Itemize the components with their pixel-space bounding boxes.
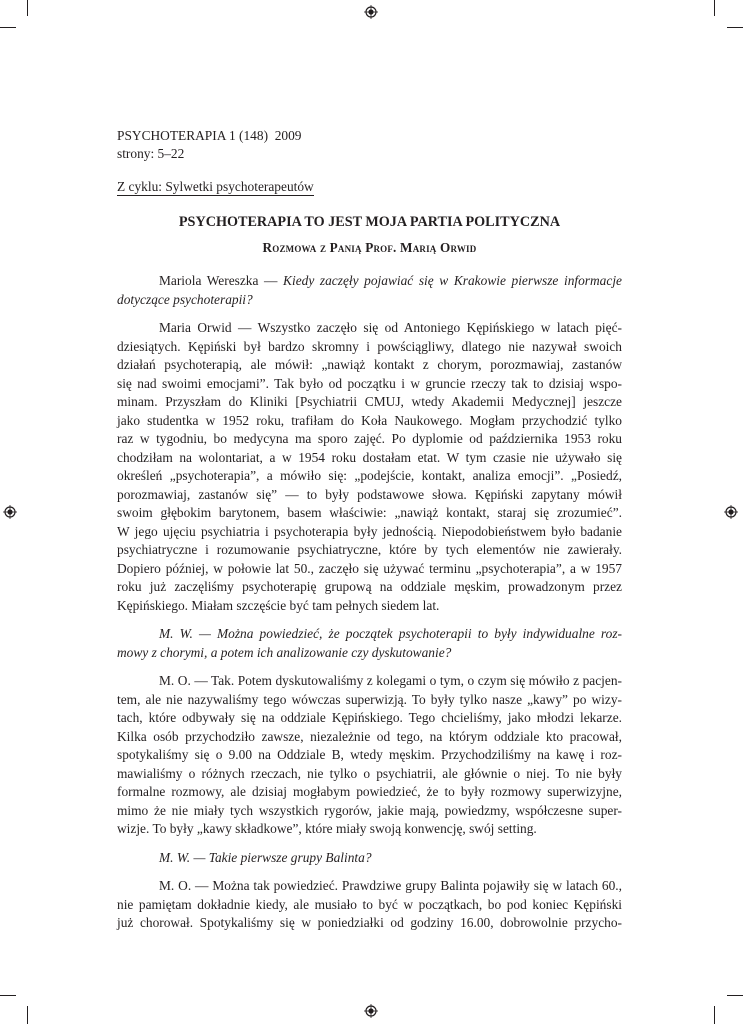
crop-mark [714,1006,715,1024]
speaker-label: Mariola Wereszka — [159,273,284,288]
text-line: się nad swoimi emocjami”. Tak było od początku i w gruncie rzeczy tak to dzisiaj wspo- [117,375,622,391]
text-line: tem, ale nie nazywaliśmy tego wówczas superwizją. To były tylko nasze „kawy” po wizy- [117,691,622,707]
question-paragraph [117,272,622,309]
text-line: W jego ujęciu psychiatria i psychoterapia były jednością. Niepodobieństwem było badanie [117,523,622,539]
crop-mark [727,995,743,996]
text-line: M. O. — Można tak powiedzieć. Prawdziwe grupy Balinta pojawiły się w latach 60., [159,878,622,893]
page-range: strony: 5–22 [117,146,185,161]
text-line: tach, które odbywały się na oddziale Kępińskiego. Tego chcieliśmy, jako młodzi lekarze. [117,710,622,725]
answer-paragraph [117,877,622,933]
text-line: Dopiero później, w połowie lat 50., zaczęło się używać terminu „psychoterapia”, a w 1957 [117,560,622,576]
text-line: spotykaliśmy się o 9.00 na Oddziale B, wtedy męskim. Przychodziliśmy na kawę i roz- [117,747,622,762]
text-line: już chorował. Spotykaliśmy się w poniedziałki od godziny 16.00, dobrowolnie przycho- [117,915,622,930]
text-line: raz w tygodniu, bo medycyna ma sporo zajęć. Po dyplomie od października 1953 roku [117,431,622,446]
article-title: PSYCHOTERAPIA TO JEST MOJA PARTIA POLITYCZNA [178,214,561,230]
text-line: Kępińskiego. Miałam szczęście być tam pełnych siedem lat. [117,597,440,613]
text-line: jako studentka w 1952 roku, trafiłam do Koła Naukowego. Mogłam przychodzić tylko [117,412,622,428]
text-line: mowy z chorymi, a potem ich analizowanie czy dyskutowanie? [117,644,452,660]
text-line: formalne rozmowy, ale dzisiaj mogłabym powiedzieć, że to były rozmowy superwizyjne, [117,784,622,799]
question-paragraph [117,849,622,868]
text-line: dziesiątych. Kępiński był bardzo skromny i powściągliwy, dlatego nie nazywał swoich [117,338,622,354]
page-content [117,127,622,933]
text-line: M. W. — Można powiedzieć, że początek psychoterapii to były indywidualne roz- [159,626,622,641]
text-line: nie pamiętam dokładnie kiedy, ale musiało to być w początkach, bo pod koniec Kępiński [117,896,622,912]
article-subtitle: Rozmowa z Panią Prof. Marią Orwid [262,240,477,255]
registration-mark-icon [364,5,378,19]
text-line: mawialiśmy o różnych rzeczach, nie tylko o psychiatrii, ale głównie o niej. To nie były [117,765,622,781]
text-line: porozmawiaj, zastanów się” — to były podstawowe słowa. Kępiński zapytany mówił [117,486,622,502]
question-text: Kiedy zaczęły pojawiać się w Krakowie pierwsze informacje [283,273,622,288]
crop-mark [27,1006,28,1024]
text-line: Kilka osób przychodziło zawsze, niezależnie od tego, na którym oddziale kto pracował, [117,728,622,744]
text-line: chodziłam na wolontariat, a w 1954 roku dostałam etat. W tym czasie nie używało się [117,449,622,465]
answer-paragraph [117,319,622,615]
registration-mark-icon [364,1004,378,1018]
registration-mark-icon [724,505,738,519]
text-line [117,272,622,291]
text-line: swoim głębokim barytonem, basem właściwie: „nawiąż kontakt, staraj się zrozumieć”. [117,505,622,520]
text-line: określeń „psychoterapia”, a mówiło się: „podejście, kontakt, analiza emocji”. „Posiedź, [117,468,622,483]
text-line: roku już zaczęliśmy psychoterapię grupową na oddziale męskim, prowadzonym przez [117,579,622,594]
journal-header: PSYCHOTERAPIA 1 (148) 2009 [117,128,302,143]
series-text: Z cyklu: Sylwetki psychoterapeutów [117,179,314,194]
crop-mark [727,27,743,28]
text-line: dotyczące psychoterapii? [117,291,253,307]
answer-paragraph [117,672,622,839]
crop-mark [0,27,16,28]
crop-mark [27,0,28,16]
text-line: minam. Przyszłam do Kliniki [Psychiatrii CMUJ, wtedy Akademii Medycznej] jeszcze [117,394,622,409]
registration-mark-icon [3,505,17,519]
text-line: M. O. — Tak. Potem dyskutowaliśmy z kolegami o tym, o czym się mówiło z pacjen- [159,673,622,688]
text-line: psychiatryczne i rozumowanie psychiatryczne, które by tych elementów nie zawierały. [117,542,622,557]
text-line: wizje. To były „kawy składkowe”, które miały swoją konwencję, swój setting. [117,821,537,836]
text-line: mimo że nie miały tych wszystkich rygorów, jakie mają, powiedzmy, współczesne super- [117,802,622,818]
text-line: M. W. — Takie pierwsze grupy Balinta? [159,849,372,865]
text-line: Maria Orwid — Wszystko zaczęło się od Antoniego Kępińskiego w latach pięć- [159,320,622,335]
text-line: działań psychoterapią, ale mówił: „nawiąż kontakt z chorym, porozmawiaj, zastanów [117,357,622,372]
series-label [117,178,622,196]
question-paragraph [117,625,622,662]
crop-mark [0,995,16,996]
crop-mark [714,0,715,16]
